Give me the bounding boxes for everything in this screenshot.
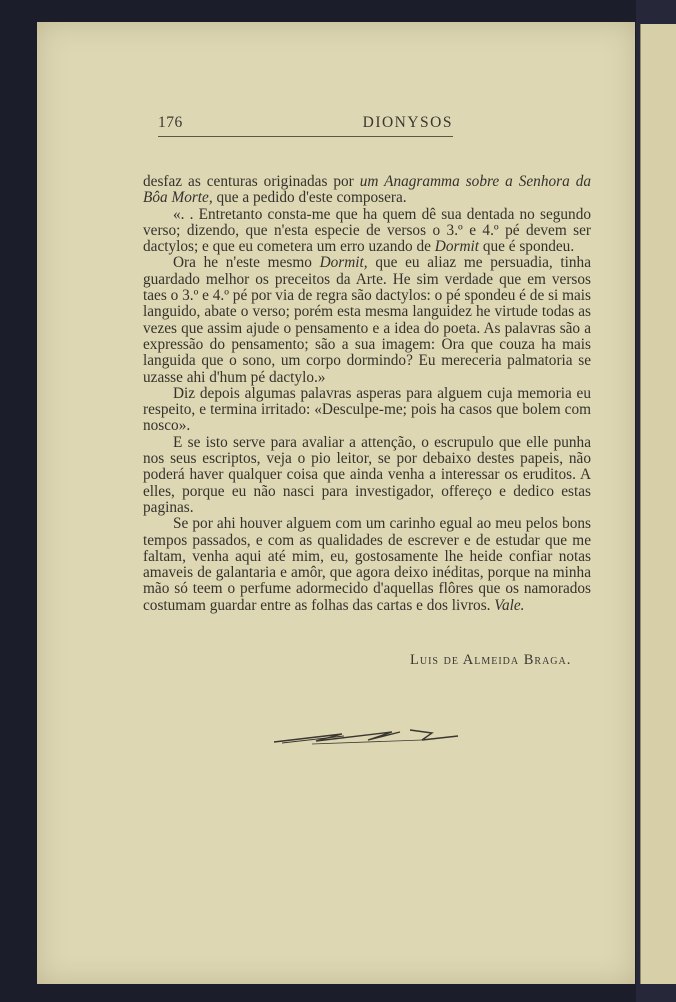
author-signature: Luis de Almeida Braga. [410,652,572,668]
journal-title: DIONYSOS [362,114,453,131]
text-run: que eu aliaz me persuadia, tinha guardado melhor os preceitos da Arte. He sim verdade que em versos taes o 3.º e 4.º pé por via de regra são dactylos: o pé spondeu é de si mais languido, abate o verso; porém esta mesma languidez he virtude todas as vezes que assim ajude o pensamento e a idea do poeta. As palavras são a expressão do pensamento; são a sua imagem: Ora que couza ha mais languida que o sono, um corpo dormindo? Eu mereceria palmatoria se uzasse ahi d'hum pé dactylo.» [143,254,591,386]
paragraph [143,255,591,385]
paragraph: Diz depois algumas palavras asperas para alguem cuja memoria eu respeito, e termina irritado: «Desculpe-me; pois ha casos que bolem com nosco». [143,384,591,435]
text-run: «. . Entretanto consta-me que ha quem dê sua dentada no segundo verso; dizendo, que n'esta especie de versos o 3.º e 4.º pé devem ser dactylos; e que eu cometera um erro uzando de [143,205,591,256]
running-head [158,114,453,137]
body-text [143,174,591,614]
page-number: 176 [158,114,183,131]
text-run: que a pedido d'este composera. [212,189,407,207]
italic-word: Dormit, [319,254,368,272]
flourish-ornament [272,724,462,750]
book-page [37,22,635,984]
paragraph: E se isto serve para avaliar a attenção, o escrupulo que elle punha nos seus escriptos, veja o pio leitor, se por debaixo destes papeis, não poderá haver qualquer coisa que ainda venha a interessar os eruditos. A elles, porque eu não nasci para investigador, offereço e dedico estas paginas. [143,433,591,516]
italic-word: Vale. [494,596,525,614]
paragraph [143,174,591,207]
italic-title: um Anagramma sobre a Senhora da Bôa Morte, [143,173,591,207]
text-run: Se por ahi houver alguem com um carinho egual ao meu pelos bons tempos passados, e com as qualidades de escrever e de estudar que me faltam, venha aqui até mim, eu, gostosamente lhe heide confiar notas amaveis de galantaria e amôr, que agora deixo inéditas, porque na minha mão só teem o perfume adormecido d'aquellas flôres que os namorados costumam guardar entre as folhas das cartas e dos livros. [143,515,591,614]
paragraph [143,516,591,614]
italic-word: Dormit [434,238,479,256]
text-run: desfaz as centuras originadas por [143,173,360,190]
paragraph [143,207,591,256]
facing-page-edge [640,24,676,984]
text-run: Ora he n'este mesmo [173,254,320,272]
text-run: que é spondeu. [479,238,575,256]
